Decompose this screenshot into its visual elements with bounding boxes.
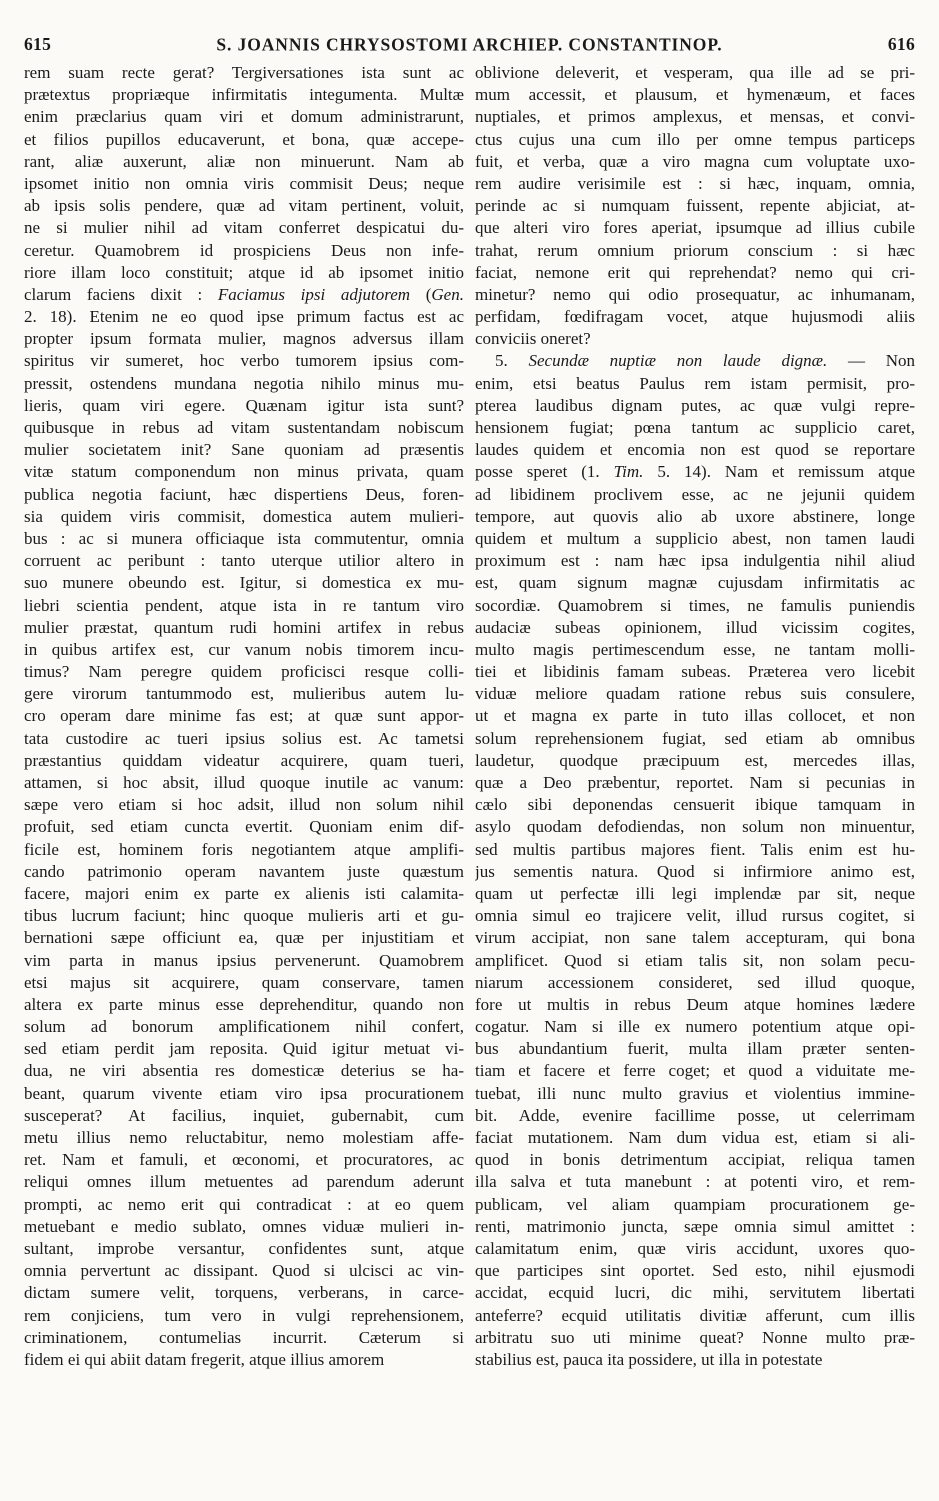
text-line: cælo sibi deponendas censuerit ibique tamquam in xyxy=(475,795,915,815)
text-line: corruent ac peribunt : tanto uterque utilior altero in xyxy=(24,551,464,571)
text-line: niarum accessionem consideret, sed illud quoque, xyxy=(475,972,915,992)
text-line: fore ut multis in rebus Deum atque homines lædere xyxy=(475,994,915,1014)
text-line: bus abundantium fuerit, multa illam præter senten- xyxy=(475,1039,915,1059)
text-line: propter ipsum formata mulier, magnos adversus illam xyxy=(24,329,464,349)
text-line: quidem et multum a supplicio abest, non tamen laudi xyxy=(475,528,915,548)
text-line: jus sementis natura. Quod si infirmiore animo est, xyxy=(475,861,915,881)
text-line: altera ex parte minus esse deprehenditur, quando non xyxy=(24,994,464,1014)
text-line: enim, etsi beatus Paulus rem istam permisit, pro- xyxy=(475,373,915,393)
text-line: facere, majori enim ex parte ex alienis isti calamita- xyxy=(24,883,464,903)
text-line: illa salva et tuta manebunt : at potenti viro, et rem- xyxy=(475,1172,915,1192)
text-line: rem suam recte gerat? Tergiversationes ista sunt ac xyxy=(24,63,464,82)
text-line: laudetur, quodque præcipuum est, mercedes illas, xyxy=(475,750,915,770)
text-line: cogatur. Nam si ille ex numero potentium atque opi- xyxy=(475,1017,915,1037)
text-line: accidat, ecquid lucri, dic mihi, servitutem libertati xyxy=(475,1283,915,1303)
text-line: riore illam loco constituit; atque id ab ipsomet initio xyxy=(24,262,464,282)
text-line: in quibus artifex est, cur vanum nobis timorem incu- xyxy=(24,639,464,659)
text-line: gere virorum tantummodo est, mulieribus autem lu- xyxy=(24,684,464,704)
text-line: tiam et facere et ferre coget; et quod a viduitate me- xyxy=(475,1061,915,1081)
text-line: sia quidem viris commisit, domestica autem mulieri- xyxy=(24,506,464,526)
text-line: quod in bonis detrimentum accipiat, reliqua tamen xyxy=(475,1150,915,1170)
text-line: metu illius nemo reluctabitur, nemo molestiam affe- xyxy=(24,1128,464,1147)
text-line: anteferre? ecquid utilitatis divitiæ afferunt, cum illis xyxy=(475,1305,915,1325)
text-line: vim parta in manus ipsius pervenerunt. Quamobrem xyxy=(24,950,464,970)
text-line: fidem ei qui abiit datam fregerit, atque illius amorem xyxy=(24,1349,385,1369)
text-line: criminationem, contumelias incurrit. Cæterum si xyxy=(24,1327,464,1347)
text-line: ceretur. Quamobrem id prospiciens Deus non infe- xyxy=(24,240,464,260)
text-line: quæ a Deo præbentur, reportet. Nam si pecunias in xyxy=(475,773,915,792)
text-line: que participes sint oportet. Sed esto, nihil ejusmodi xyxy=(475,1261,915,1281)
text-line: timus? Nam peregre quidem proficisci resque colli- xyxy=(24,662,464,682)
text-line: ficile est, hominem foris negotiantem atque amplifi- xyxy=(24,839,464,859)
text-line: fuit, et verba, quæ a viro magna cum voluptate uxo- xyxy=(475,151,915,171)
text-line: ad libidinem proclivem esse, ac ne jejunii quidem xyxy=(475,484,915,504)
text-line: multo magis pertimescendum esse, ne tantam molli- xyxy=(475,639,915,659)
text-line: perinde ac si numquam fuissent, repente abjiciat, at- xyxy=(475,196,915,216)
text-line: sultant, improbe versantur, confidentes sunt, atque xyxy=(24,1238,464,1258)
text-line: sed multis partibus majores fient. Talis enim est hu- xyxy=(475,839,915,859)
text-line: suo munere obeundo est. Igitur, si domestica ex mu- xyxy=(24,573,464,593)
text-line: ut et magna ex parte in tuto illas collocet, et non xyxy=(475,706,915,726)
text-line: pterea laudibus dignam putes, ac quæ vulgi repre- xyxy=(475,395,915,415)
text-line: proximum est : nam hæc ipsa indulgentia nihil aliud xyxy=(475,551,915,571)
text-line: rem audire verisimile est : si hæc, inquam, omnia, xyxy=(475,173,915,193)
text-line: enim præclarius quam viri et domum administrarunt, xyxy=(24,107,464,127)
text-line: præstantius quiddam videatur acquirere, quam tueri, xyxy=(24,750,464,770)
text-line: audaciæ subeas opinionem, illud vicissim cogites, xyxy=(475,617,915,637)
text-line: posse speret (1. Tim. 5. 14). Nam et remissum atque xyxy=(475,462,915,482)
text-columns xyxy=(24,62,915,1371)
text-line: asylo quodam defodiendas, non solum non minuentur, xyxy=(475,817,915,837)
text-line: hensionem fugiat; pœna tantum ac supplicio caret, xyxy=(475,418,915,437)
page-number-right: 616 xyxy=(887,34,915,54)
text-line: oblivione deleverit, et vesperam, qua ille ad se pri- xyxy=(475,63,915,82)
right-column xyxy=(475,62,915,1371)
text-line: amplificet. Quod si etiam talis sit, non solam pecu- xyxy=(475,950,915,970)
text-line: renti, matrimonio juncta, sæpe omnia simul amittet : xyxy=(475,1216,915,1236)
page-number-left: 615 xyxy=(24,34,52,54)
text-line: reliqui omnes illum metuentes ad parendum aderunt xyxy=(24,1172,464,1192)
text-line: viduæ meliore quadam ratione rebus suis consulere, xyxy=(475,684,915,704)
text-line: prompti, ac nemo erit qui contradicat : at eo quem xyxy=(24,1194,464,1214)
text-line: tuebat, illi nunc multo gravius et violentius immine- xyxy=(475,1083,915,1103)
text-line: laudes quidem et encomia non est quod se reportare xyxy=(475,440,915,460)
text-line: sed etiam perdit jam reposita. Quid igitur metuat vi- xyxy=(24,1039,464,1059)
left-column xyxy=(24,62,464,1371)
text-line: socordiæ. Quamobrem si times, ne famulis puniendis xyxy=(475,595,915,615)
text-line: quibusque in rebus ad vitam sustentandam nobiscum xyxy=(24,418,464,437)
text-line: sæpe vero etiam si hoc adsit, illud non solum nihil xyxy=(24,795,464,815)
text-line: 2. 18). Etenim ne eo quod ipse primum factus est ac xyxy=(24,307,464,327)
text-line: cando patrimonio operam navantem juste quæstum xyxy=(24,861,464,881)
text-line: ne si mulier nihil ad vitam conferret despicatui du- xyxy=(24,218,464,238)
text-line: ctus cujus una cum illo per omne tempus particeps xyxy=(475,129,915,149)
text-line: susceperat? At facilius, inquiet, gubernabit, cum xyxy=(24,1105,464,1125)
text-line: virum accipiat, non sane talem accepturam, qui bona xyxy=(475,928,915,948)
text-line: calamitatum enim, quæ viris accidunt, uxores quo- xyxy=(475,1238,915,1258)
text-line: bernationi sæpe officiunt ea, quæ per injustitiam et xyxy=(24,928,464,948)
text-line: perfidam, fœdifragam vocet, atque hujusmodi aliis xyxy=(475,307,915,327)
text-line: rant, aliæ auxerunt, aliæ non minuerunt. Nam ab xyxy=(24,151,464,171)
text-line: dictam sumere velit, torquens, verberans, in carce- xyxy=(24,1283,464,1303)
text-line: tibus lucrum faciunt; hinc quoque mulieris arti et gu- xyxy=(24,906,464,926)
text-line: publicam, vel aliam quampiam procurationem ge- xyxy=(475,1194,915,1214)
text-line: est, quam signum magnæ cujusdam infirmitatis ac xyxy=(475,573,915,593)
text-line: mulier præstat, quantum rudi homini artifex in rebus xyxy=(24,617,464,637)
text-line: mum accessit, et plausum, et hymenæum, et faces xyxy=(475,85,915,105)
text-line: publica negotia faciunt, hæc dispertiens Deus, foren- xyxy=(24,484,464,504)
running-header xyxy=(24,30,915,58)
running-title: S. JOANNIS CHRYSOSTOMI ARCHIEP. CONSTANTINOP. xyxy=(216,33,723,55)
text-line: conviciis oneret? xyxy=(475,329,591,349)
text-line: que alteri viro fores aperiat, ipsumque ad illius cubile xyxy=(475,218,915,238)
text-line: mulier societatem init? Sane quoniam ad præsentis xyxy=(24,440,464,460)
text-line: clarum faciens dixit : Faciamus ipsi adjutorem (Gen. xyxy=(24,284,464,304)
text-line: spiritus vir sumeret, hoc verbo tumorem ipsius com- xyxy=(24,351,464,371)
text-line: profuit, sed etiam cuncta evertit. Quoniam enim dif- xyxy=(24,817,464,837)
text-line: beant, quarum vivente etiam viro ipsa procurationem xyxy=(24,1083,464,1103)
text-line: dua, ne viri absentia res domesticæ deterius se ha- xyxy=(24,1061,464,1081)
text-line: rem conjiciens, tum vero in vulgi reprehensionem, xyxy=(24,1305,464,1325)
text-line: trahat, rerum omnium priorum conscium : si hæc xyxy=(475,240,915,260)
text-line: tempore, aut quovis alio ab uxore abstinere, longe xyxy=(475,506,915,526)
text-line: nuptiales, et primos amplexus, et mensas, et convi- xyxy=(475,107,915,127)
text-line: bit. Adde, evenire facillime posse, ut celerrimam xyxy=(475,1105,915,1125)
text-line: cro operam dare minime fas est; at quæ sunt appor- xyxy=(24,706,464,726)
text-line: vitæ statum componendum non minus privata, quam xyxy=(24,462,464,482)
text-line: 5. Secundæ nuptiæ non laude dignæ. — Non xyxy=(495,351,915,371)
text-line: quam ut perfectæ illi legi implendæ par sit, neque xyxy=(475,883,915,903)
text-line: omnia simul eo trajicere velit, illud rursus cogitet, si xyxy=(475,906,915,926)
text-line: prætextus propriæque infirmitatis integumenta. Multæ xyxy=(24,85,464,105)
text-line: tiei et libidinis famam subeas. Præterea vero licebit xyxy=(475,662,915,682)
text-line: stabilius est, pauca ita possidere, ut illa in potestate xyxy=(475,1349,823,1369)
text-line: solum reprehensionem fugiat, sed etiam ab omnibus xyxy=(475,728,915,748)
text-line: faciat, nemone erit qui reprehendat? nemo qui cri- xyxy=(475,262,915,282)
text-line: metuebant e medio sublato, omnes viduæ mulieri in- xyxy=(24,1216,464,1236)
text-line: solum ad bonorum amplificationem nihil confert, xyxy=(24,1017,464,1037)
text-line: pressit, ostendens mundana negotia nihilo minus mu- xyxy=(24,373,464,393)
text-line: faciat mutationem. Nam dum vidua est, etiam si ali- xyxy=(475,1128,915,1147)
text-line: lieris, quam viri egere. Quænam igitur ista sunt? xyxy=(24,395,464,415)
text-line: liebri scientia pendent, atque ista in re tantum viro xyxy=(24,595,464,615)
text-line: attamen, si hoc absit, illud quoque inutile ac vanum: xyxy=(24,773,464,792)
text-line: ab ipsis solis pendere, quæ ad vitam pertinent, voluit, xyxy=(24,196,464,216)
text-line: ret. Nam et famuli, et œconomi, et procuratores, ac xyxy=(24,1150,464,1170)
text-line: bus : ac si munera officiaque ista commutentur, omnia xyxy=(24,528,464,548)
text-line: et filios pupillos educaverunt, et bona, quæ accepe- xyxy=(24,129,464,149)
text-line: ipsomet initio non omnia viris commisit Deus; neque xyxy=(24,173,464,193)
text-line: minetur? nemo qui odio prosequatur, ac inhumanam, xyxy=(475,284,915,304)
text-line: omnia pervertunt ac dissipant. Quod si ulcisci ac vin- xyxy=(24,1261,464,1281)
text-line: etsi majus sit acquirere, quam conservare, tamen xyxy=(24,972,464,992)
text-line: tata custodire ac tueri ipsius solius est. Ac tametsi xyxy=(24,728,464,748)
text-line: arbitratu suo uti minime queat? Nonne multo præ- xyxy=(475,1327,915,1347)
